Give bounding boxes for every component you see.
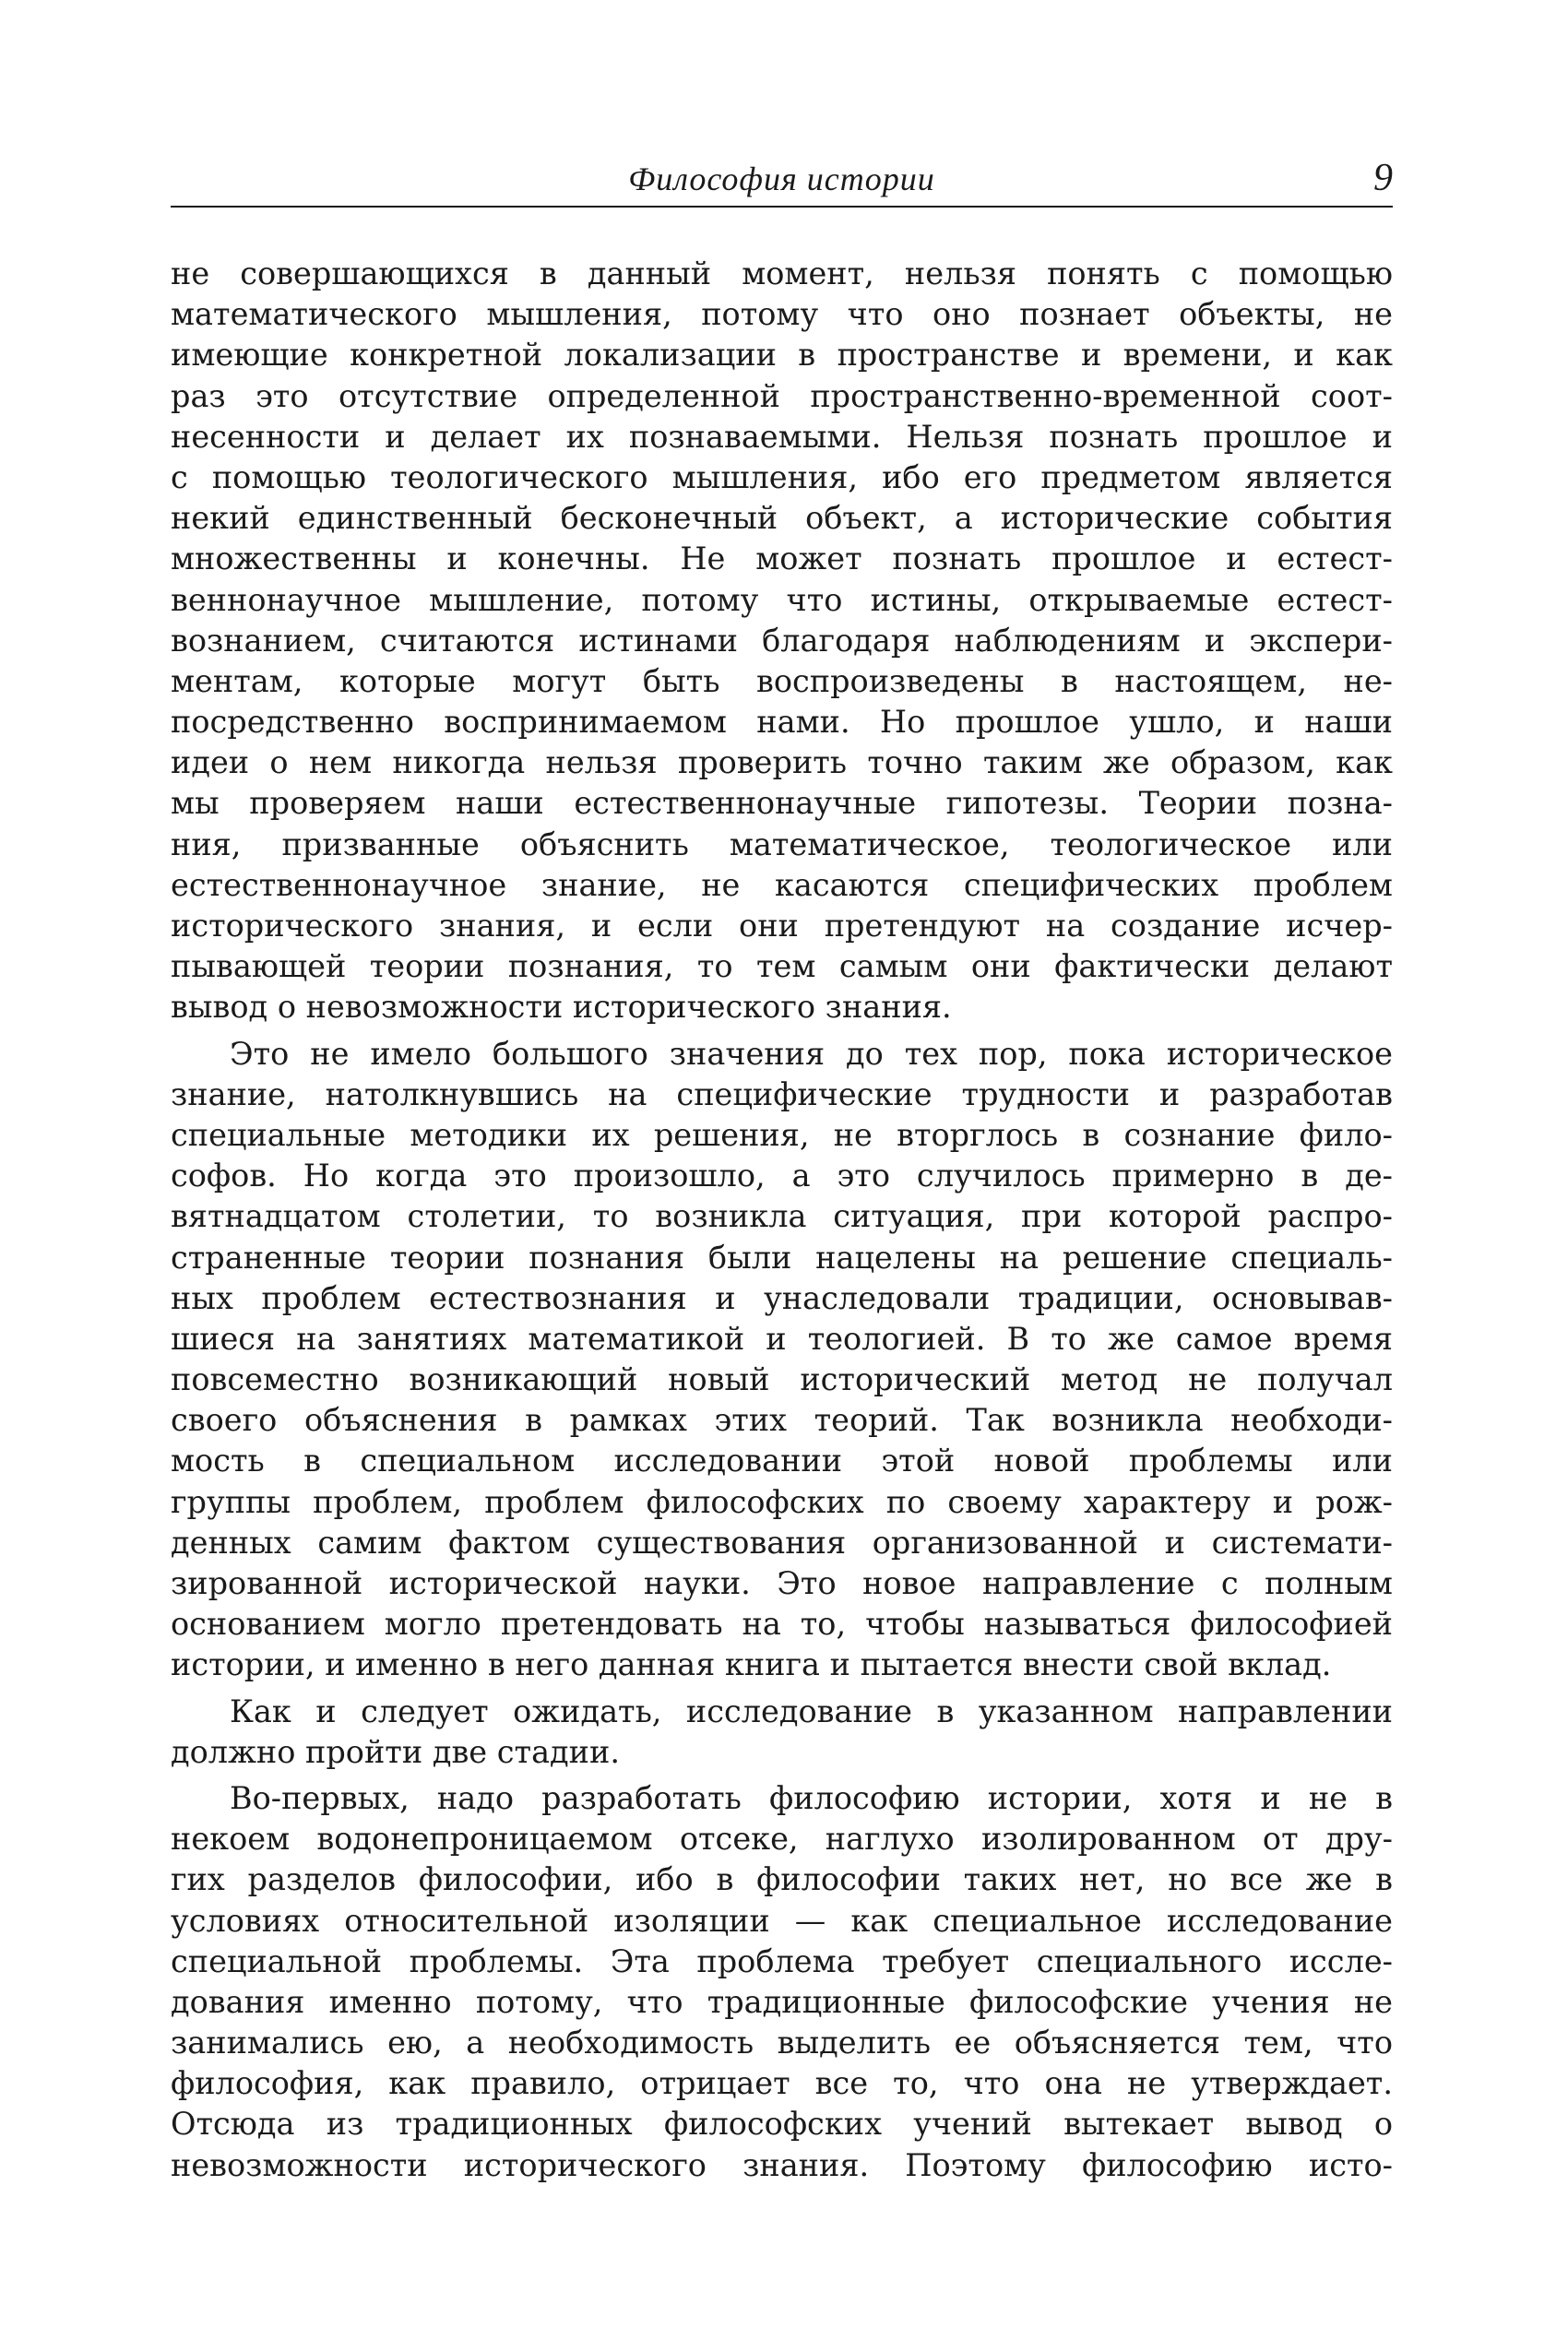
text-line: множественны и конечны. Не может познать прошлое и естест- [171, 540, 1393, 577]
text-line: идеи о нем никогда нельзя проверить точно таким же образом, как [171, 744, 1393, 781]
text-line: Это не имело большого значения до тех пор, пока историческое [230, 1035, 1393, 1072]
paragraph-3 [171, 1692, 1393, 1773]
paragraph-4 [171, 1778, 1393, 2186]
text-line: гих разделов философии, ибо в философии таких нет, но все же в [171, 1861, 1393, 1898]
text-line: группы проблем, проблем философских по своему характеру и рож- [171, 1483, 1393, 1520]
text-line: вятнадцатом столетии, то возникла ситуация, при которой распро- [171, 1198, 1393, 1235]
text-line: философия, как правило, отрицает все то, что она не утверждает. [171, 2065, 1393, 2102]
text-line: Как и следует ожидать, исследование в указанном направлении [230, 1693, 1393, 1729]
text-line: посредственно воспринимаемом нами. Но прошлое ушло, и наши [171, 704, 1393, 741]
text-line: ных проблем естествознания и унаследовали традиции, основывав- [171, 1279, 1393, 1316]
text-line: вывод о невозможности исторического знания. [171, 989, 952, 1026]
running-title: Философия истории [628, 160, 935, 197]
text-line: повсеместно возникающий новый исторический метод не получал [171, 1361, 1393, 1398]
paragraph-1 [171, 254, 1393, 1028]
text-line: математического мышления, потому что оно познает объекты, не [171, 296, 1393, 333]
text-line: ментам, которые могут быть воспроизведены в настоящем, не- [171, 662, 1393, 699]
text-line: мость в специальном исследовании этой новой проблемы или [171, 1443, 1393, 1479]
text-line: не совершающихся в данный момент, нельзя понять с помощью [171, 255, 1393, 291]
text-line: Во-первых, надо разработать философию истории, хотя и не в [230, 1779, 1393, 1816]
text-line: веннонаучное мышление, потому что истины, открываемые естест- [171, 581, 1393, 618]
text-line: должно пройти две стадии. [171, 1733, 620, 1770]
text-line: некий единственный бесконечный объект, а исторические события [171, 500, 1393, 537]
text-line: Отсюда из традиционных философских учений вытекает вывод о [171, 2106, 1393, 2143]
page-number: 9 [1373, 157, 1393, 199]
text-line: занимались ею, а необходимость выделить ее объясняется тем, что [171, 2025, 1393, 2061]
text-line: специальной проблемы. Эта проблема требует специального иссле- [171, 1942, 1393, 1979]
text-line: невозможности исторического знания. Поэтому философию исто- [171, 2146, 1393, 2183]
header-rule [171, 206, 1393, 208]
paragraph-2 [171, 1034, 1393, 1686]
text-line: исторического знания, и если они претендуют на создание исчер- [171, 908, 1393, 944]
text-line: несенности и делает их познаваемыми. Нельзя познать прошлое и [171, 418, 1393, 455]
text-line: софов. Но когда это произошло, а это случилось примерно в де- [171, 1158, 1393, 1194]
text-line: условиях относительной изоляции — как специальное исследование [171, 1902, 1393, 1939]
text-line: имеющие конкретной локализации в пространстве и времени, и как [171, 337, 1393, 374]
text-line: истории, и именно в него данная книга и пытается внести свой вклад. [171, 1646, 1332, 1683]
running-head [171, 152, 1393, 208]
text-line: пывающей теории познания, то тем самым они фактически делают [171, 948, 1393, 985]
text-line: мы проверяем наши естественнонаучные гипотезы. Теории позна- [171, 785, 1393, 822]
text-line: дования именно потому, что традиционные философские учения не [171, 1983, 1393, 2020]
body-text [171, 254, 1393, 2186]
text-line: основанием могло претендовать на то, чтобы называться философией [171, 1606, 1393, 1643]
text-line: своего объяснения в рамках этих теорий. Так возникла необходи- [171, 1402, 1393, 1439]
text-line: зированной исторической науки. Это новое направление с полным [171, 1565, 1393, 1601]
text-line: некоем водонепроницаемом отсеке, наглухо изолированном от дру- [171, 1821, 1393, 1858]
text-line: раз это отсутствие определенной пространственно-временной соот- [171, 377, 1393, 414]
text-line: шиеся на занятиях математикой и теологией. В то же самое время [171, 1320, 1393, 1357]
text-line: с помощью теологического мышления, ибо его предметом является [171, 458, 1393, 495]
text-line: вознанием, считаются истинами благодаря наблюдениям и экспери- [171, 622, 1393, 659]
text-line: знание, натолкнувшись на специфические трудности и разработав [171, 1075, 1393, 1112]
text-line: ния, призванные объяснить математическое, теологическое или [171, 826, 1393, 862]
text-line: денных самим фактом существования организованной и системати- [171, 1524, 1393, 1561]
text-line: страненные теории познания были нацелены на решение специаль- [171, 1239, 1393, 1276]
text-line: естественнонаучное знание, не касаются специфических проблем [171, 866, 1393, 903]
text-line: специальные методики их решения, не вторглось в сознание фило- [171, 1116, 1393, 1153]
